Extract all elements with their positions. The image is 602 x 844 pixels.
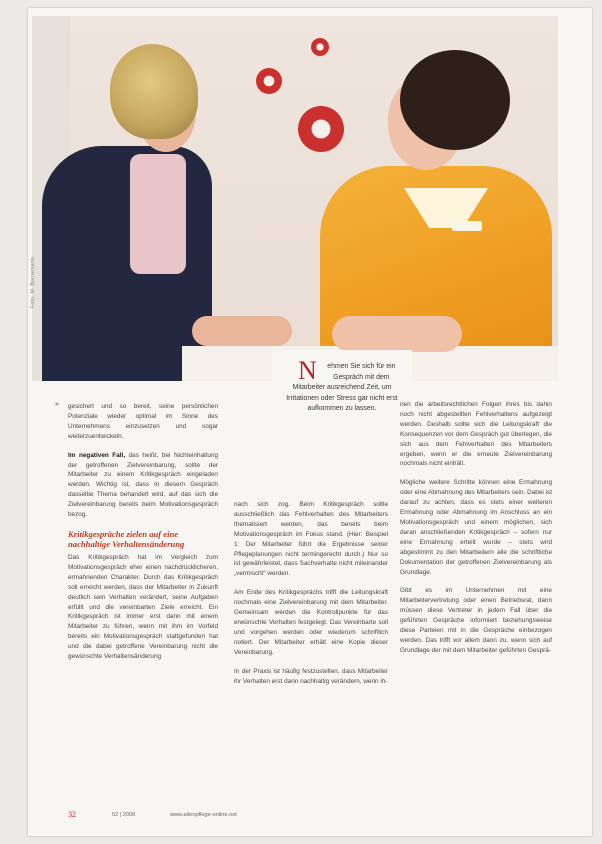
wall-flower-decal	[256, 68, 282, 94]
paragraph-lead: Im negativen Fall,	[68, 451, 126, 459]
text-column-3	[400, 400, 552, 665]
paragraph: Am Ende des Kritikgesprächs trifft die Leitungskraft nochmals eine Zielvereinbarung mit dem Mitarbeiter. Gemeinsam werden die Kontrollpunkte für das erwünschte Verhalten festgelegt. Das Vereinbarte soll und vorgehen werden oder wiederum schriftlich notiert. Der Mitarbeiter erhält eine Kopie dieser Vereinbarung.	[234, 589, 388, 656]
paragraph: Gibt es im Unternehmen mit eine Mitarbeitervertretung oder einen Betriebsrat, dann müssen diese Vertreter in jedem Fall über die geführten Gespräche informiert beziehungsweise diese Parteien mit in die Gespräche einbezogen werden. Das trifft vor allem dann zu, wenn sich auf Grundlage der mit dem Mitarbeiter geführten Gesprä-	[400, 587, 552, 654]
issue-label: 02 | 2008	[112, 812, 136, 818]
woman-left-shirt	[130, 154, 186, 274]
paragraph: nach sich zog. Beim Kritikgespräch sollte ausschließlich das Fehlverhalten des Mitarbeiters thematisiert werden, das bereits beim Motivationsgespräch im Fokus stand. (Hier: Beispiel 1: Der Mitarbeiter führt die Ergebnisse seiner Pflegeplanungen nicht termingerecht durch.) Nur so ist gewährleistet, dass Sachverhalte nicht miteinander „vermischt“ werden.	[234, 501, 388, 578]
paragraph-body: das heißt, bei Nichteinhaltung der getroffenen Zielvereinbarung, sollte der Mitarbeiter zu einem Kritikgespräch eingeladen werden. Wichtig ist, dass in diesem Gespräch dasselbe Thema behandelt wird, auf das sich die Zielvereinbarung bereits beim Motivationsgespräch bezog.	[68, 451, 218, 519]
paragraph	[68, 451, 218, 520]
nurse-right-arms	[332, 316, 462, 352]
section-subheading: Kritikgespräche zielen auf eine nachhaltige Verhaltensänderung	[68, 528, 185, 550]
wall-flower-decal	[298, 106, 344, 152]
website-link[interactable]: www.altenpflege-online.net	[170, 812, 237, 818]
paragraph: Mögliche weitere Schritte können eine Ermahnung oder eine Abmahnung des Mitarbeiters sein. Dabei ist darauf zu achten, dass es stets einer weiteren Ermahnung oder Abmahnung im Anschluss an ein Motivationsgespräch und einem möglichen, sich daran anschließenden Kritikgespräch – sofern nur eine Ermahnung erteilt wurde – stets wird abgestimmt zu den Mitarbeitern alle die schriftliche Dokumentation der getroffenen Zielvereinbarung als Grundlage.	[400, 479, 552, 576]
page-footer	[68, 812, 548, 824]
photo-credit: Foto: M. Bornemann	[30, 257, 36, 308]
pull-quote-text	[280, 356, 404, 415]
arrow-mark-icon: »	[55, 401, 59, 408]
paragraph: nen die arbeitsrechtlichen Folgen ihres bis dahin noch nicht abgestellten Fehlverhaltens aufgezeigt werden. Deshalb sollte sich die Leitungskraft die Konsequenzen vor dem Gespräch gut überlegen, die sich aus dem Fehlverhalten des Mitarbeiters ergeben, wenn er die erneute Zielvereinbarung nochmals nicht einhält.	[400, 401, 552, 468]
woman-left-hair	[110, 44, 198, 139]
nurse-right-hair	[400, 50, 510, 150]
nurse-name-tag	[452, 221, 482, 231]
pull-quote	[272, 350, 412, 500]
paragraph: In der Praxis ist häufig festzustellen, dass Mitarbeiter ihr Verhalten erst dann nachhaltig verändern, wenn ih-	[234, 667, 388, 685]
page-number: 32	[68, 810, 76, 819]
woman-left-hands	[192, 316, 292, 346]
pull-quote-body: ehmen Sie sich für ein Gespräch mit dem Mitarbeiter ausreichend Zeit, um Irritationen oder Stress gar nicht erst aufkommen zu lassen.	[286, 363, 398, 413]
article-photo	[32, 16, 558, 385]
magazine-page	[28, 8, 592, 836]
wall-flower-decal	[311, 38, 329, 56]
paragraph: Das Kritikgespräch hat im Vergleich zum Motivationsgespräch eher einen nachdrücklicheren, ermahnenden Charakter. Durch das Kritikgespräch soll erreicht werden, dass der Mitarbeiter in Zukunft deutlich sein Verhalten verändert, seine Aufgaben erfüllt und die vereinbarten Ziele erreicht. Ein Kritikgespräch ist immer erst dann mit einem Mitarbeiter zu führen, wenn mit ihm im Vorfeld bereits ein Motivationsgespräch stattgefunden hat und die dabei getroffene Vereinbarung nicht die gewünschte Verhaltensänderung	[68, 553, 218, 661]
paragraph: gesichert und so bereit, seine persönlichen Potenziale wieder optimal im Sinne des Unternehmens einzusetzen und sogar weiterzuentwickeln.	[68, 403, 218, 440]
text-column-2	[234, 500, 388, 695]
text-column-1	[68, 402, 218, 671]
pull-quote-dropcap: N	[298, 356, 317, 385]
